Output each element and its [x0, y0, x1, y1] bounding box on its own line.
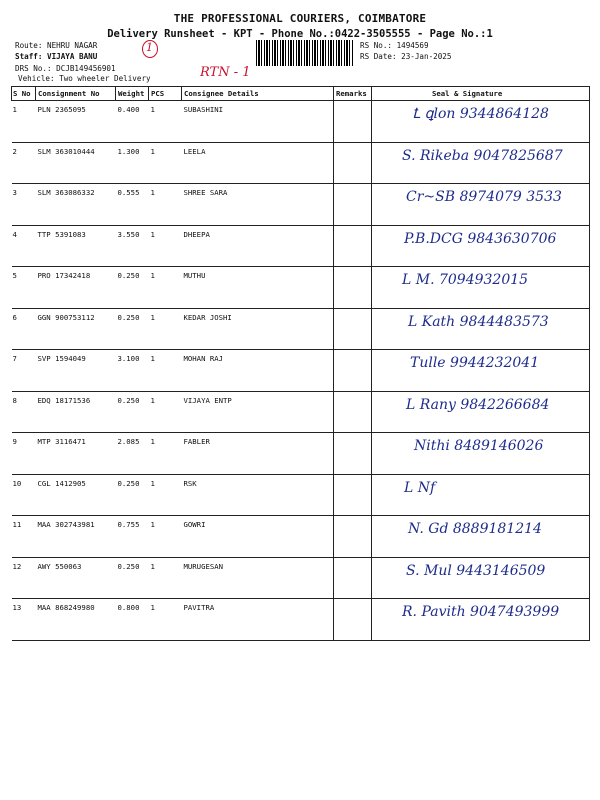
cell-consignee: SHREE SARA — [182, 184, 334, 226]
cell-pcs: 1 — [149, 599, 182, 641]
table-row — [12, 557, 590, 599]
cell-signature — [372, 350, 590, 392]
table-row — [12, 474, 590, 516]
cell-signature — [372, 433, 590, 475]
table-row — [12, 184, 590, 226]
route-text: Route: NEHRU NAGAR — [15, 41, 98, 50]
cell-consignment-no: SLM 363010444 — [36, 142, 116, 184]
cell-remarks — [334, 474, 372, 516]
table-row — [12, 433, 590, 475]
col-header-signature: Seal & Signature — [372, 87, 590, 101]
handwritten-signature: L M. 7094932015 — [402, 272, 529, 288]
cell-remarks — [334, 308, 372, 350]
circled-number: 1 — [146, 41, 153, 54]
cell-remarks — [334, 350, 372, 392]
cell-sno: 11 — [12, 516, 36, 558]
cell-weight: 0.555 — [116, 184, 149, 226]
cell-sno: 8 — [12, 391, 36, 433]
col-header-weight: Weight — [116, 87, 149, 101]
cell-weight: 0.800 — [116, 599, 149, 641]
col-header-consignment: Consignment No — [36, 87, 116, 101]
cell-remarks — [334, 516, 372, 558]
table-row — [12, 225, 590, 267]
handwritten-signature: L Rany 9842266684 — [406, 396, 550, 413]
cell-pcs: 1 — [149, 184, 182, 226]
cell-consignee: MOHAN RAJ — [182, 350, 334, 392]
table-header-row — [12, 87, 590, 101]
col-header-pcs: PCS — [149, 87, 182, 101]
cell-remarks — [334, 101, 372, 143]
cell-signature — [372, 391, 590, 433]
table-row — [12, 142, 590, 184]
cell-pcs: 1 — [149, 474, 182, 516]
cell-weight: 0.400 — [116, 101, 149, 143]
cell-sno: 7 — [12, 350, 36, 392]
cell-consignee: MUTHU — [182, 267, 334, 309]
cell-remarks — [334, 142, 372, 184]
cell-pcs: 1 — [149, 142, 182, 184]
cell-sno: 5 — [12, 267, 36, 309]
cell-pcs: 1 — [149, 391, 182, 433]
cell-consignment-no: CGL 1412905 — [36, 474, 116, 516]
drs-number: DRS No.: DCJB149456901 — [15, 64, 116, 73]
cell-consignee: RSK — [182, 474, 334, 516]
runsheet-subtitle: Delivery Runsheet - KPT - Phone No.:0422-3505555 - Page No.:1 — [107, 28, 493, 40]
handwritten-rtn-note: RTN - 1 — [200, 65, 251, 80]
cell-pcs: 1 — [149, 225, 182, 267]
cell-consignment-no: SVP 1594049 — [36, 350, 116, 392]
handwritten-signature: Ꝉ ꝗlon 9344864128 — [412, 106, 549, 122]
cell-signature — [372, 267, 590, 309]
table-row — [12, 599, 590, 641]
cell-pcs: 1 — [149, 350, 182, 392]
cell-consignment-no: MAA 868249980 — [36, 599, 116, 641]
table-row — [12, 308, 590, 350]
cell-remarks — [334, 433, 372, 475]
cell-weight: 3.550 — [116, 225, 149, 267]
cell-consignee: FABLER — [182, 433, 334, 475]
cell-consignee: KEDAR JOSHI — [182, 308, 334, 350]
cell-consignee: GOWRI — [182, 516, 334, 558]
handwritten-signature: Tulle 9944232041 — [410, 355, 540, 371]
cell-consignee: PAVITRA — [182, 599, 334, 641]
vehicle-text: Vehicle: Two wheeler Delivery — [18, 74, 151, 83]
cell-pcs: 1 — [149, 308, 182, 350]
cell-signature — [372, 516, 590, 558]
cell-weight: 0.250 — [116, 557, 149, 599]
cell-consignment-no: SLM 363086332 — [36, 184, 116, 226]
cell-remarks — [334, 599, 372, 641]
cell-sno: 10 — [12, 474, 36, 516]
cell-signature — [372, 557, 590, 599]
cell-sno: 13 — [12, 599, 36, 641]
table-row — [12, 101, 590, 143]
col-header-sno: S No — [12, 87, 36, 101]
handwritten-signature: Nithi 8489146026 — [414, 438, 544, 454]
cell-pcs: 1 — [149, 433, 182, 475]
handwritten-circle-mark — [142, 40, 158, 58]
cell-weight: 0.250 — [116, 267, 149, 309]
cell-consignment-no: PLN 2365095 — [36, 101, 116, 143]
cell-consignee: VIJAYA ENTP — [182, 391, 334, 433]
cell-consignment-no: TTP 5391083 — [36, 225, 116, 267]
table-row — [12, 267, 590, 309]
cell-sno: 3 — [12, 184, 36, 226]
cell-weight: 0.250 — [116, 391, 149, 433]
cell-sno: 6 — [12, 308, 36, 350]
table-row — [12, 391, 590, 433]
handwritten-signature: L Nf — [404, 479, 436, 496]
cell-sno: 4 — [12, 225, 36, 267]
cell-signature — [372, 225, 590, 267]
barcode-graphic — [256, 40, 354, 66]
handwritten-signature: L Kath 9844483573 — [408, 313, 549, 330]
company-title: THE PROFESSIONAL COURIERS, COIMBATORE — [173, 12, 427, 25]
cell-consignment-no: PRO 17342418 — [36, 267, 116, 309]
cell-weight: 0.250 — [116, 474, 149, 516]
table-row — [12, 350, 590, 392]
cell-consignment-no: GGN 900753112 — [36, 308, 116, 350]
cell-signature — [372, 184, 590, 226]
cell-sno: 2 — [12, 142, 36, 184]
cell-consignment-no: AWY 550063 — [36, 557, 116, 599]
cell-consignment-no: MAA 302743981 — [36, 516, 116, 558]
col-header-consignee: Consignee Details — [182, 87, 334, 101]
cell-signature — [372, 142, 590, 184]
cell-consignee: DHEEPA — [182, 225, 334, 267]
cell-remarks — [334, 557, 372, 599]
handwritten-signature: S. Mul 9443146509 — [406, 562, 546, 579]
handwritten-signature: S. Rikeba 9047825687 — [402, 147, 563, 164]
col-header-remarks: Remarks — [334, 87, 372, 101]
cell-consignee: SUBASHINI — [182, 101, 334, 143]
cell-consignment-no: EDQ 18171536 — [36, 391, 116, 433]
cell-weight: 0.250 — [116, 308, 149, 350]
handwritten-signature: P.B.DCG 9843630706 — [404, 230, 557, 247]
cell-pcs: 1 — [149, 101, 182, 143]
table-row — [12, 516, 590, 558]
cell-signature — [372, 101, 590, 143]
cell-weight: 1.300 — [116, 142, 149, 184]
cell-remarks — [334, 225, 372, 267]
runsheet-table — [11, 86, 590, 641]
rs-date: RS Date: 23-Jan-2025 — [360, 52, 452, 61]
cell-pcs: 1 — [149, 516, 182, 558]
handwritten-signature: Cr~SB 8974079 3533 — [406, 189, 562, 205]
cell-remarks — [334, 267, 372, 309]
handwritten-signature: N. Gd 8889181214 — [408, 521, 542, 537]
cell-signature — [372, 599, 590, 641]
cell-sno: 9 — [12, 433, 36, 475]
cell-remarks — [334, 184, 372, 226]
cell-remarks — [334, 391, 372, 433]
cell-signature — [372, 308, 590, 350]
cell-weight: 3.100 — [116, 350, 149, 392]
cell-consignee: LEELA — [182, 142, 334, 184]
handwritten-signature: R. Pavith 9047493999 — [402, 604, 560, 620]
cell-consignee: MURUGESAN — [182, 557, 334, 599]
cell-signature — [372, 474, 590, 516]
cell-consignment-no: MTP 3116471 — [36, 433, 116, 475]
cell-pcs: 1 — [149, 267, 182, 309]
cell-pcs: 1 — [149, 557, 182, 599]
cell-sno: 1 — [12, 101, 36, 143]
cell-weight: 0.755 — [116, 516, 149, 558]
cell-sno: 12 — [12, 557, 36, 599]
rs-number: RS No.: 1494569 — [360, 41, 429, 50]
staff-text: Staff: VIJAYA BANU — [15, 52, 98, 61]
cell-weight: 2.085 — [116, 433, 149, 475]
